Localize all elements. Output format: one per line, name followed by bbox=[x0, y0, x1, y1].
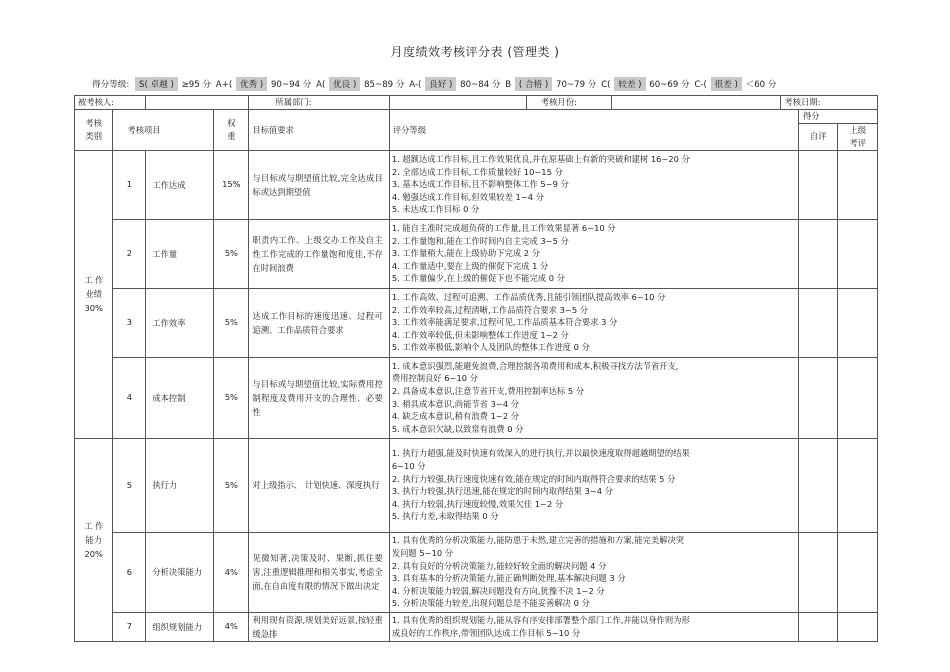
item-name: 工作效率 bbox=[146, 288, 214, 357]
self-score-cell[interactable] bbox=[798, 612, 837, 641]
self-score-cell[interactable] bbox=[798, 438, 837, 532]
grade-b-prefix: B bbox=[505, 80, 512, 90]
item-number: 6 bbox=[113, 532, 146, 612]
rating-rule: 1. 具有优秀的分析决策能力,能防患于未然,建立完善的措施和方案,能完美解决突 bbox=[391, 535, 685, 546]
grade-cminus-range: ＜60 分 bbox=[745, 80, 777, 90]
grade-b-range: 70~79 分 bbox=[556, 80, 597, 90]
item-number: 5 bbox=[113, 438, 146, 532]
info-row bbox=[75, 96, 878, 110]
rating-rule: 4. 分析决策能力较弱,解决问题没有方向,犹豫不决 1~2 分 bbox=[391, 585, 605, 596]
item-target: 达成工作目标的速度迅速、过程可追溯、工作品质符合要求 bbox=[249, 288, 389, 357]
grade-s-range: ≥95 分 bbox=[181, 80, 212, 90]
header-self: 自评 bbox=[798, 123, 837, 150]
self-score-cell[interactable] bbox=[798, 288, 837, 357]
item-rules bbox=[389, 532, 798, 612]
grade-cminus-box: 很差 ) bbox=[711, 77, 742, 91]
superior-score-cell[interactable] bbox=[838, 150, 878, 219]
self-score-cell[interactable] bbox=[798, 532, 837, 612]
item-name: 执行力 bbox=[146, 438, 214, 532]
item-weight: 4% bbox=[214, 532, 249, 612]
header-row-1 bbox=[75, 110, 878, 124]
header-rating: 评分等级 bbox=[389, 110, 798, 151]
rating-rule: 2. 具备成本意识,注意节省开支,费用控制率达标 5 分 bbox=[391, 386, 585, 396]
item-weight: 15% bbox=[214, 150, 249, 219]
item-rules bbox=[389, 219, 798, 288]
superior-score-cell[interactable] bbox=[838, 612, 878, 641]
grade-aplus-prefix: A+( bbox=[215, 80, 233, 90]
rating-rule: 成良好的工作秩序,带领团队达成工作目标 5~10 分 bbox=[391, 627, 581, 638]
rating-rule: 5. 分析决策能力较差,出现问题总是不能妥善解决 0 分 bbox=[391, 598, 590, 609]
rating-rule: 1. 工作高效、过程可追溯、工作品质优秀,且能引领团队提高效率 6~10 分 bbox=[391, 292, 666, 303]
item-target: 对上级指示、 计划快速、深度执行 bbox=[249, 438, 389, 532]
self-score-cell[interactable] bbox=[798, 219, 837, 288]
item-number: 1 bbox=[113, 150, 146, 219]
item-number: 2 bbox=[113, 219, 146, 288]
rating-rule: 3. 具有基本的分析决策能力,能正确判断处理,基本解决问题 3 分 bbox=[391, 573, 626, 584]
rating-rule: 3. 基本达成工作目标,且不影响整体工作 5~9 分 bbox=[391, 179, 569, 190]
superior-score-cell[interactable] bbox=[838, 288, 878, 357]
rating-rule: 4. 工作量适中,要在上级的催促下完成 1 分 bbox=[391, 260, 549, 271]
item-weight: 5% bbox=[214, 288, 249, 357]
item-target: 与目标或与期望值比较,实际费用控制程度及费用开支的合理性、必要性 bbox=[249, 357, 389, 438]
dept-label: 所属部门: bbox=[249, 96, 389, 110]
item-name: 工作量 bbox=[146, 219, 214, 288]
superior-score-cell[interactable] bbox=[838, 219, 878, 288]
item-weight: 5% bbox=[214, 357, 249, 438]
date-label: 考核日期: bbox=[781, 96, 878, 110]
superior-score-cell[interactable] bbox=[838, 438, 878, 532]
item-target: 与目标或与期望值比较,完全达成目标或达到期望值 bbox=[249, 150, 389, 219]
rating-rule: 3. 工作量稍大,能在上级协助下完成 2 分 bbox=[391, 248, 541, 259]
examinee-label: 被考核人: bbox=[75, 96, 146, 110]
item-rules bbox=[389, 288, 798, 357]
header-score: 得分 bbox=[798, 110, 877, 124]
grade-legend-label: 得分等级: bbox=[92, 80, 130, 90]
item-number: 7 bbox=[113, 612, 146, 641]
item-weight: 5% bbox=[214, 219, 249, 288]
rating-rule: 2. 具有良好的分析决策能力,能较好较全面的解决问题 4 分 bbox=[391, 560, 607, 571]
grade-cminus-prefix: C-( bbox=[694, 80, 707, 90]
table-row bbox=[75, 150, 878, 219]
table-row bbox=[75, 532, 878, 612]
item-number: 3 bbox=[113, 288, 146, 357]
grade-s-box: S( 卓越 ) bbox=[135, 77, 178, 91]
rating-rule: 6~10 分 bbox=[391, 460, 426, 471]
grade-aplus-box: 优秀 ) bbox=[236, 77, 267, 91]
grade-a-box: 优良 ) bbox=[329, 77, 360, 91]
self-score-cell[interactable] bbox=[798, 357, 837, 438]
self-score-cell[interactable] bbox=[798, 150, 837, 219]
header-target: 目标值要求 bbox=[249, 110, 389, 151]
rating-rule: 2. 工作量饱和,能在工作时间内自主完成 3~5 分 bbox=[391, 235, 569, 246]
rating-rule: 3. 工作效率能满足要求,过程可见,工作品质基本符合要求 3 分 bbox=[391, 317, 618, 328]
item-name: 成本控制 bbox=[146, 357, 214, 438]
grade-aminus-box: 良好 ) bbox=[425, 77, 456, 91]
rating-rule: 4. 执行力较弱,执行速度较慢,效果欠佳 1~2 分 bbox=[391, 498, 564, 509]
dept-month-cell[interactable] bbox=[389, 96, 781, 110]
rating-rule: 1. 具有优秀的组织规划能力,能从容有序安排部署整个部门工作,并能以身作则为形 bbox=[391, 615, 690, 625]
grade-c-range: 60~69 分 bbox=[649, 80, 690, 90]
rating-rule: 发问题 5~10 分 bbox=[391, 547, 454, 558]
rating-rule: 3. 执行力较强,执行迅速,能在规定的时间内取得结果 3~4 分 bbox=[391, 486, 613, 497]
dept-field[interactable] bbox=[390, 96, 527, 109]
item-rules bbox=[389, 357, 798, 438]
item-rules bbox=[389, 612, 798, 641]
rating-rule: 1. 超额达成工作目标,且工作效果优良,并在原基础上有新的突破和建树 16~20 分 bbox=[391, 154, 690, 165]
rating-rule: 3. 稍具成本意识,尚能节省 3~4 分 bbox=[391, 398, 520, 409]
grade-levels bbox=[92, 77, 778, 91]
item-target: 见微知著,决策及时、果断,抓住要害,注重逻辑推理和相关事实,考虑全面,在自由度有限的情况下做出决定 bbox=[249, 532, 389, 612]
month-field[interactable] bbox=[611, 96, 781, 109]
item-name: 分析决策能力 bbox=[146, 532, 214, 612]
rating-rule: 费用控制良好 6~10 分 bbox=[391, 373, 478, 384]
rating-rule: 4. 工作效率较低,但未影响整体工作进度 1~2 分 bbox=[391, 329, 569, 340]
grade-a-prefix: A( bbox=[316, 80, 326, 90]
superior-score-cell[interactable] bbox=[838, 357, 878, 438]
category-cell: 工 作 能力 20% bbox=[75, 438, 113, 641]
table-row bbox=[75, 288, 878, 357]
rating-rule: 2. 工作效率较高,过程清晰,工作品质符合要求 3~5 分 bbox=[391, 304, 589, 315]
item-name: 组织规划能力 bbox=[146, 612, 214, 641]
grade-aminus-range: 80~84 分 bbox=[460, 80, 501, 90]
month-label: 考核月份: bbox=[540, 97, 577, 107]
rating-rule: 1. 成本意识强烈,能避免浪费,合理控制各项费用和成本,积极寻找方法节省开支, bbox=[391, 360, 679, 371]
item-name: 工作达成 bbox=[146, 150, 214, 219]
item-rules bbox=[389, 438, 798, 532]
rating-rule: 5. 未达成工作目标 0 分 bbox=[391, 204, 480, 215]
grade-c-prefix: C( bbox=[601, 80, 611, 90]
header-superior: 上级 考评 bbox=[838, 123, 878, 150]
item-weight: 5% bbox=[214, 438, 249, 532]
rating-rule: 1. 执行力超强,能及时快速有效深入的进行执行,并以最快速度取得超越期望的结果 bbox=[391, 448, 690, 459]
grade-a-range: 85~89 分 bbox=[364, 80, 405, 90]
evaluation-table bbox=[74, 95, 878, 642]
item-target: 职责内工作、上级交办工作及自主性工作完成的工作量饱和度佳,不存在时间浪费 bbox=[249, 219, 389, 288]
table-row bbox=[75, 612, 878, 641]
grade-b-box: ( 合格 ) bbox=[515, 77, 552, 91]
rating-rule: 4. 缺乏成本意识,稍有浪费 1~2 分 bbox=[391, 411, 520, 422]
category-cell: 工 作 业绩 30% bbox=[75, 150, 113, 438]
table-row bbox=[75, 219, 878, 288]
header-weight: 权 重 bbox=[214, 110, 249, 151]
rating-rule: 5. 工作量偏少,在上级的催促下也不能完成 0 分 bbox=[391, 273, 565, 284]
grade-aminus-prefix: A-( bbox=[409, 80, 422, 90]
table-row bbox=[75, 357, 878, 438]
page-title: 月度绩效考核评分表 (管理类 ) bbox=[390, 45, 560, 59]
rating-rule: 2. 执行力较强,执行速度快速有效,能在规定的时间内取得符合要求的结果 5 分 bbox=[391, 473, 676, 484]
item-number: 4 bbox=[113, 357, 146, 438]
table-row bbox=[75, 438, 878, 532]
header-category: 考核 类别 bbox=[75, 110, 113, 151]
item-weight: 4% bbox=[214, 612, 249, 641]
header-item: 考核项目 bbox=[113, 110, 214, 151]
rating-rule: 2. 全部达成工作目标,工作质量较好 10~15 分 bbox=[391, 166, 563, 177]
rating-rule: 4. 勉强达成工作目标,但效果较差 1~4 分 bbox=[391, 191, 544, 202]
superior-score-cell[interactable] bbox=[838, 532, 878, 612]
rating-rule: 1. 能自主准时完成超负荷的工作量,且工作效果显著 6~10 分 bbox=[391, 223, 616, 234]
rating-rule: 5. 工作效率极低,影响个人及团队的整体工作进度 0 分 bbox=[391, 342, 590, 353]
item-target: 利用现有资源,规划美好远景,按轻重缓急排 bbox=[249, 612, 389, 641]
examinee-field[interactable] bbox=[146, 96, 249, 110]
grade-aplus-range: 90~94 分 bbox=[270, 80, 312, 90]
item-rules bbox=[389, 150, 798, 219]
rating-rule: 5. 成本意识欠缺,以致常有浪费 0 分 bbox=[391, 423, 524, 434]
grade-c-box: 较差 ) bbox=[614, 77, 645, 91]
rating-rule: 5. 执行力差,未取得结果 0 分 bbox=[391, 511, 499, 522]
